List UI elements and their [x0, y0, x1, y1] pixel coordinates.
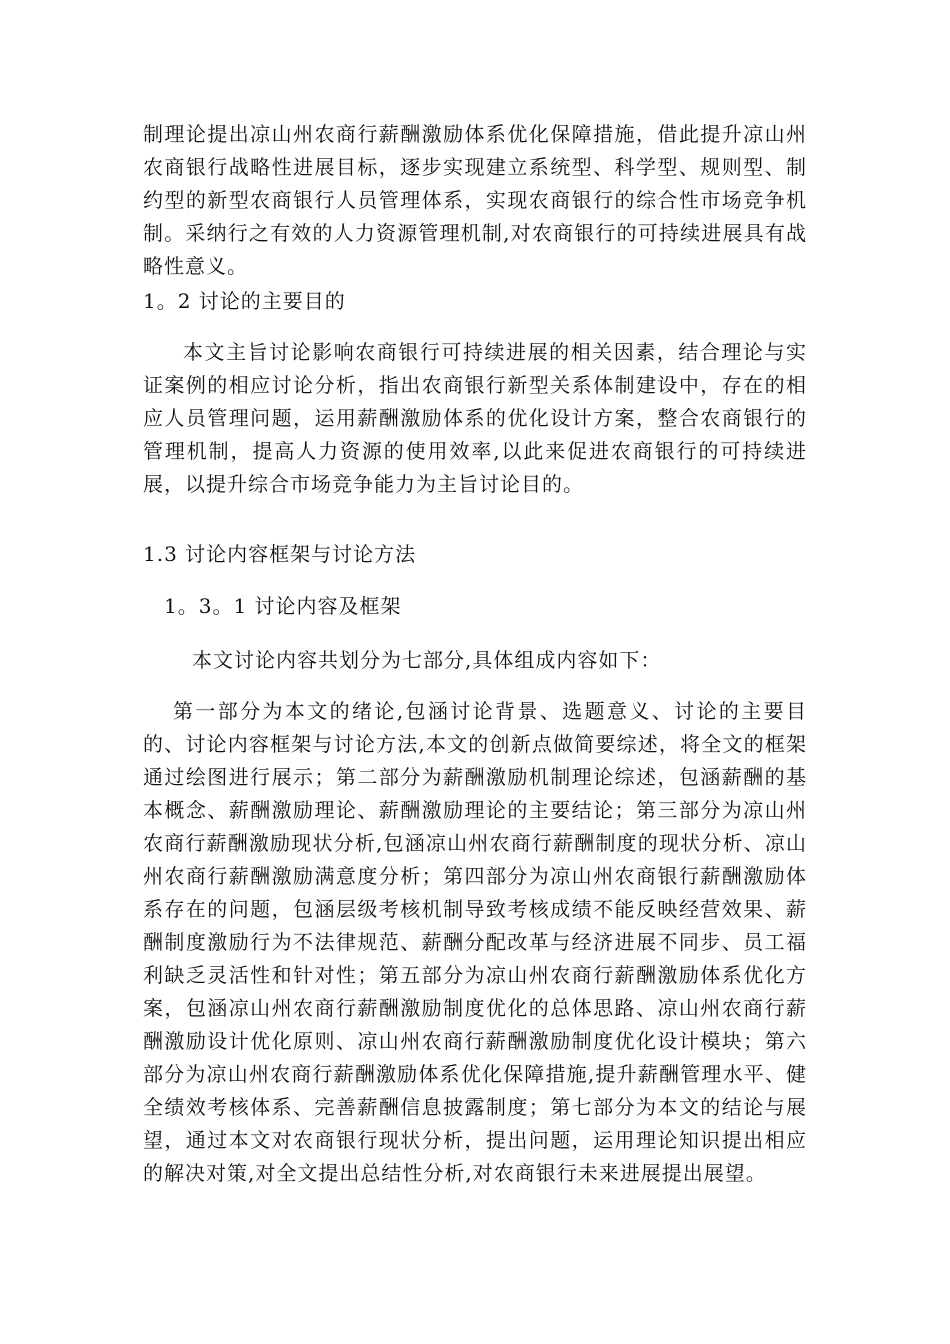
subsection-1-3-1-paragraph: 第一部分为本文的绪论,包涵讨论背景、选题意义、讨论的主要目的、讨论内容框架与讨论方法,本文的创新点做简要综述，将全文的框架通过绘图进行展示；第二部分为薪酬激励机制理论综述，包涵薪酬的基本概念、薪酬激励理论、薪酬激励理论的主要结论；第三部分为凉山州农商行薪酬激励现状分析,包涵凉山州农商行薪酬制度的现状分析、凉山州农商行薪酬激励满意度分析；第四部分为凉山州农商银行薪酬激励体系存在的问题，包涵层级考核机制导致考核成绩不能反映经营效果、薪酬制度激励行为不法律规范、薪酬分配改革与经济进展不同步、员工福利缺乏灵活性和针对性；第五部分为凉山州农商行薪酬激励体系优化方案，包涵凉山州农商行薪酬激励制度优化的总体思路、凉山州农商行薪酬激励设计优化原则、凉山州农商行薪酬激励制度优化设计模块；第六部分为凉山州农商行薪酬激励体系优化保障措施,提升薪酬管理水平、健全绩效考核体系、完善薪酬信息披露制度；第七部分为本文的结论与展望，通过本文对农商银行现状分析，提出问题，运用理论知识提出相应的解决对策,对全文提出总结性分析,对农商银行未来进展提出展望。: [143, 699, 807, 1185]
subsection-heading-1-3-1: 1。3。1 讨论内容及框架: [164, 594, 402, 618]
intro-paragraph: 制理论提出凉山州农商行薪酬激励体系优化保障措施，借此提升凉山州农商银行战略性进展目标，逐步实现建立系统型、科学型、规则型、制约型的新型农商银行人员管理体系，实现农商银行的综合性市场竞争机制。采纳行之有效的人力资源管理机制,对农商银行的可持续进展具有战略性意义。: [143, 122, 807, 278]
section-1-2-paragraph: 本文主旨讨论影响农商银行可持续进展的相关因素，结合理论与实证案例的相应讨论分析，指出农商银行新型关系体制建设中，存在的相应人员管理问题，运用薪酬激励体系的优化设计方案，整合农商银行的管理机制，提高人力资源的使用效率,以此来促进农商银行的可持续进展，以提升综合市场竞争能力为主旨讨论目的。: [143, 340, 807, 496]
subsection-intro-line: 本文讨论内容共划分为七部分,具体组成内容如下：: [192, 648, 662, 672]
section-heading-1-3: 1.3 讨论内容框架与讨论方法: [143, 542, 417, 566]
section-heading-1-2: 1。2 讨论的主要目的: [143, 289, 346, 313]
